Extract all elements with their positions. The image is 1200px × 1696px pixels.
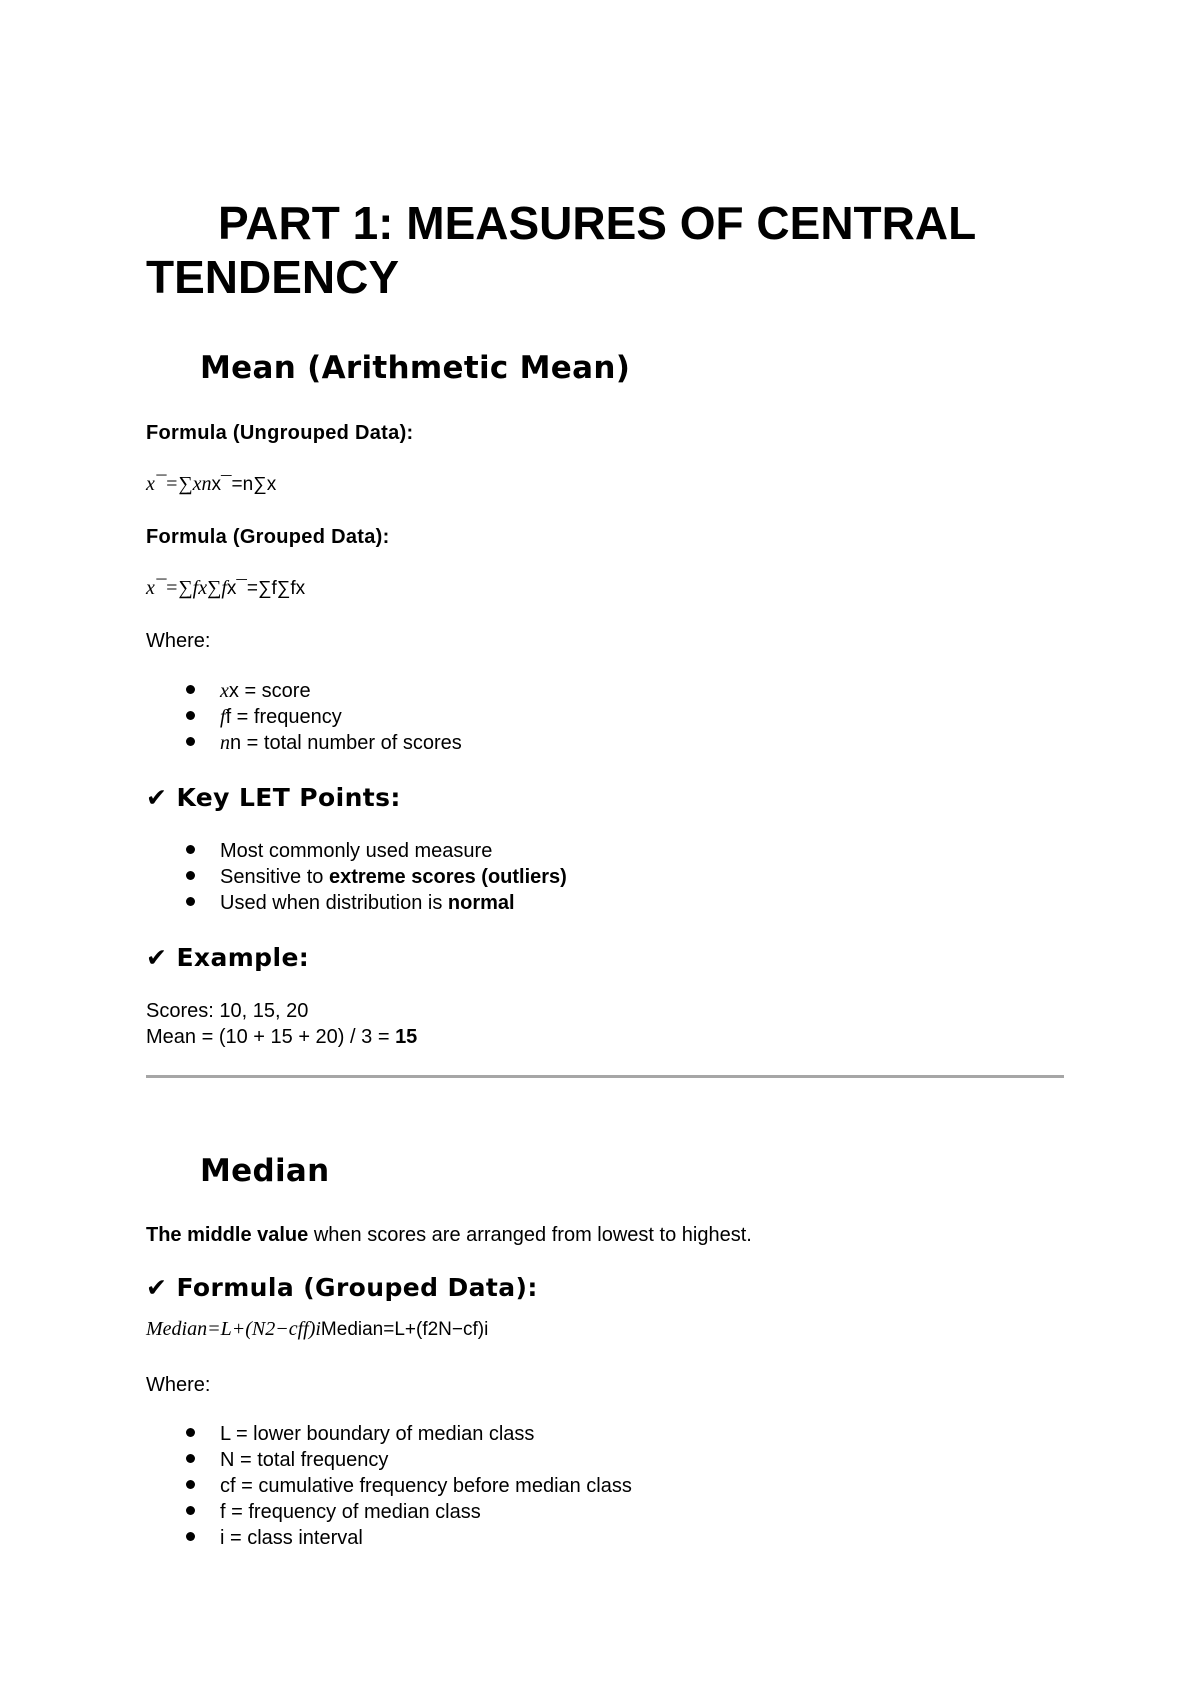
bullet-icon xyxy=(186,1480,195,1489)
bullet-icon xyxy=(186,1532,195,1541)
list-item: cf = cumulative frequency before median class xyxy=(186,1473,632,1499)
example-heading: ✔ Example: xyxy=(146,943,310,972)
bullet-icon xyxy=(186,711,195,720)
median-definition: The middle value when scores are arranged from lowest to highest. xyxy=(146,1224,752,1246)
bullet-icon xyxy=(186,897,195,906)
grouped-formula-italic: x¯=∑fx∑f xyxy=(146,577,227,599)
bullet-icon xyxy=(186,737,195,746)
bullet-icon xyxy=(186,1454,195,1463)
grouped-formula-label: Formula (Grouped Data): xyxy=(146,526,390,548)
list-item: N = total frequency xyxy=(186,1447,388,1473)
bullet-icon xyxy=(186,845,195,854)
bullet-icon xyxy=(186,1428,195,1437)
list-item: ff = frequency xyxy=(186,704,342,730)
example-mean: Mean = (10 + 15 + 20) / 3 = 15 xyxy=(146,1026,418,1048)
median-heading: Median xyxy=(200,1153,330,1189)
median-formula-plain: Median=L+(f2N−cf)i xyxy=(320,1319,489,1340)
section-divider xyxy=(146,1075,1064,1078)
ungrouped-formula-italic: x¯=∑xn xyxy=(146,473,212,495)
bullet-icon xyxy=(186,871,195,880)
example-scores: Scores: 10, 15, 20 xyxy=(146,1000,309,1022)
list-item: Most commonly used measure xyxy=(186,838,492,864)
mean-heading: Mean (Arithmetic Mean) xyxy=(200,350,631,386)
list-item: nn = total number of scores xyxy=(186,730,462,756)
key-points-heading: ✔ Key LET Points: xyxy=(146,783,401,812)
list-item: f = frequency of median class xyxy=(186,1499,481,1525)
list-item: Used when distribution is normal xyxy=(186,890,515,916)
median-formula xyxy=(146,1316,488,1343)
ungrouped-formula xyxy=(146,471,276,498)
grouped-formula-plain: x¯=∑f∑fx xyxy=(226,578,306,599)
grouped-formula xyxy=(146,575,305,602)
ungrouped-formula-plain: x¯=n∑x xyxy=(211,474,277,495)
list-item: i = class interval xyxy=(186,1525,363,1551)
bullet-icon xyxy=(186,685,195,694)
ungrouped-formula-label: Formula (Ungrouped Data): xyxy=(146,422,414,444)
median-formula-italic: Median=L+(N2−cff)i xyxy=(146,1318,321,1340)
list-item: L = lower boundary of median class xyxy=(186,1421,534,1447)
median-formula-heading: ✔ Formula (Grouped Data): xyxy=(146,1273,538,1302)
list-item: Sensitive to extreme scores (outliers) xyxy=(186,864,567,890)
list-item: xx = score xyxy=(186,678,311,704)
part-title-line2: TENDENCY xyxy=(146,251,400,303)
part-title-line1: PART 1: MEASURES OF CENTRAL xyxy=(218,197,977,249)
median-where: Where: xyxy=(146,1374,211,1396)
bullet-icon xyxy=(186,1506,195,1515)
mean-where: Where: xyxy=(146,630,211,652)
